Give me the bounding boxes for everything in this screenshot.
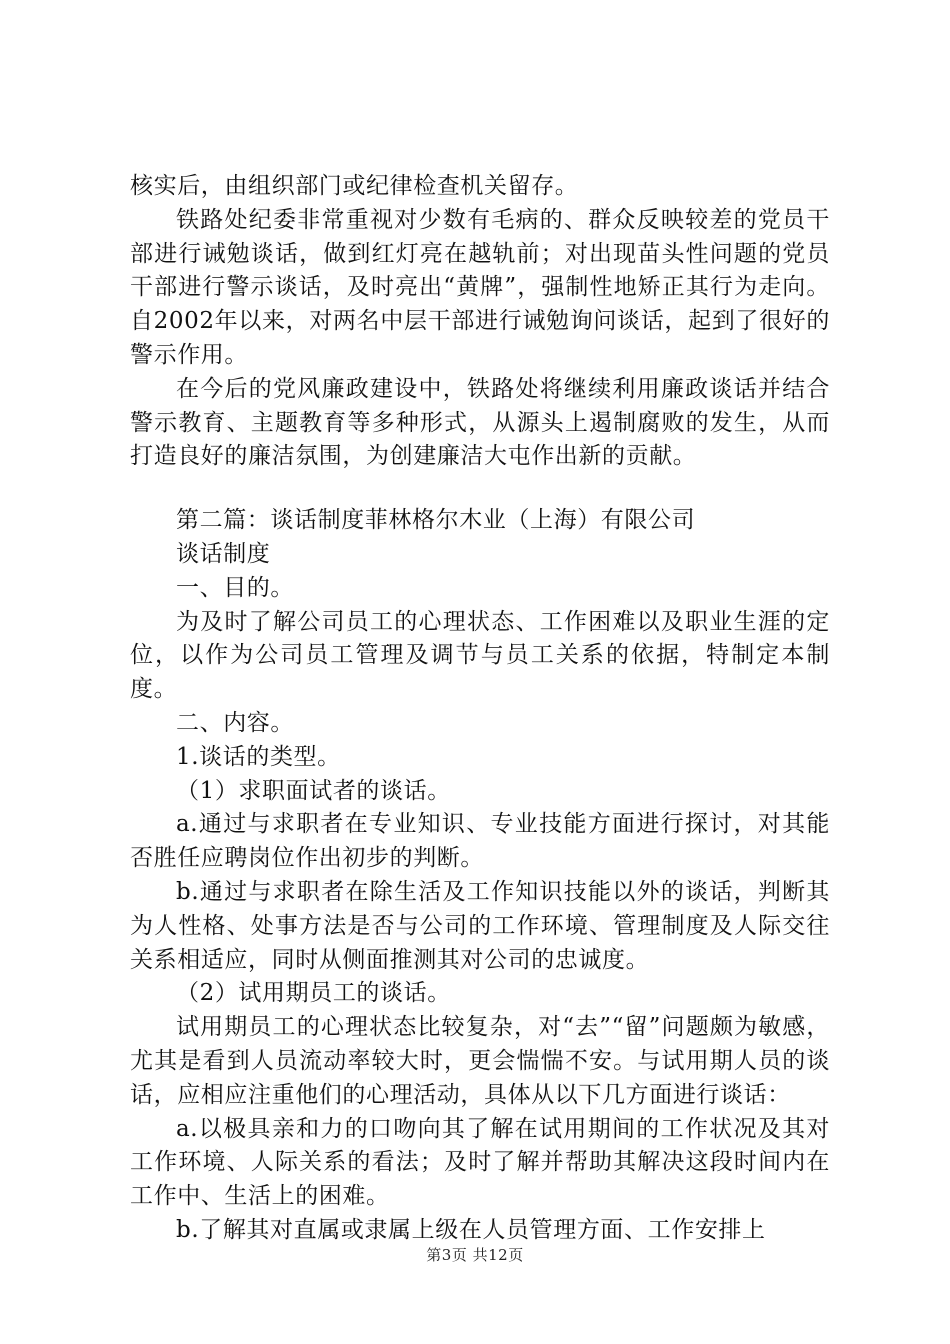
heading: 二、内容。 [176, 709, 294, 736]
section-one [130, 170, 830, 474]
section-two [130, 504, 830, 1248]
heading: 1.谈话的类型。 [176, 743, 341, 770]
page-number: 第3页 共12页 [426, 1246, 524, 1264]
paragraph: b.通过与求职者在除生活及工作知识技能以外的谈话，判断其为人性格、处事方法是否与公司的工作环境、管理制度及人际交往关系相适应，同时从侧面推测其对公司的忠诚度。 [130, 878, 830, 973]
paragraph: 铁路处纪委非常重视对少数有毛病的、群众反映较差的党员干部进行诫勉谈话，做到红灯亮在越轨前；对出现苗头性问题的党员干部进行警示谈话，及时亮出“黄牌”，强制性地矫正其行为走向。自2002年以来，对两名中层干部进行诫勉询问谈话，起到了很好的警示作用。 [130, 206, 830, 368]
paragraph: b.了解其对直属或隶属上级在人员管理方面、工作安排上 [176, 1216, 766, 1243]
paragraph: 为及时了解公司员工的心理状态、工作困难以及职业生涯的定位，以作为公司员工管理及调节与员工关系的依据，特制定本制度。 [130, 608, 830, 703]
heading: 一、目的。 [176, 574, 294, 601]
document-body [130, 170, 830, 1248]
paragraph: a.以极具亲和力的口吻向其了解在试用期间的工作状况及其对工作环境、人际关系的看法；及时了解并帮助其解决这段时间内在工作中、生活上的困难。 [130, 1115, 830, 1210]
paragraph: a.通过与求职者在专业知识、专业技能方面进行探讨，对其能否胜任应聘岗位作出初步的判断。 [130, 811, 830, 872]
section-gap [130, 474, 830, 504]
heading: （1）求职面试者的谈话。 [176, 777, 451, 804]
section-title: 第二篇：谈话制度菲林格尔木业（上海）有限公司 [176, 507, 696, 534]
paragraph: 在今后的党风廉政建设中，铁路处将继续利用廉政谈话并结合警示教育、主题教育等多种形式，从源头上遏制腐败的发生，从而打造良好的廉洁氛围，为创建廉洁大屯作出新的贡献。 [130, 375, 830, 470]
paragraph: 试用期员工的心理状态比较复杂，对“去”“留”问题颇为敏感，尤其是看到人员流动率较大时，更会惴惴不安。与试用期人员的谈话，应相应注重他们的心理活动，具体从以下几方面进行谈话： [130, 1014, 830, 1108]
paragraph: 核实后，由组织部门或纪律检查机关留存。 [130, 173, 579, 199]
heading: （2）试用期员工的谈话。 [176, 980, 451, 1007]
section-subtitle: 谈话制度 [176, 540, 271, 567]
